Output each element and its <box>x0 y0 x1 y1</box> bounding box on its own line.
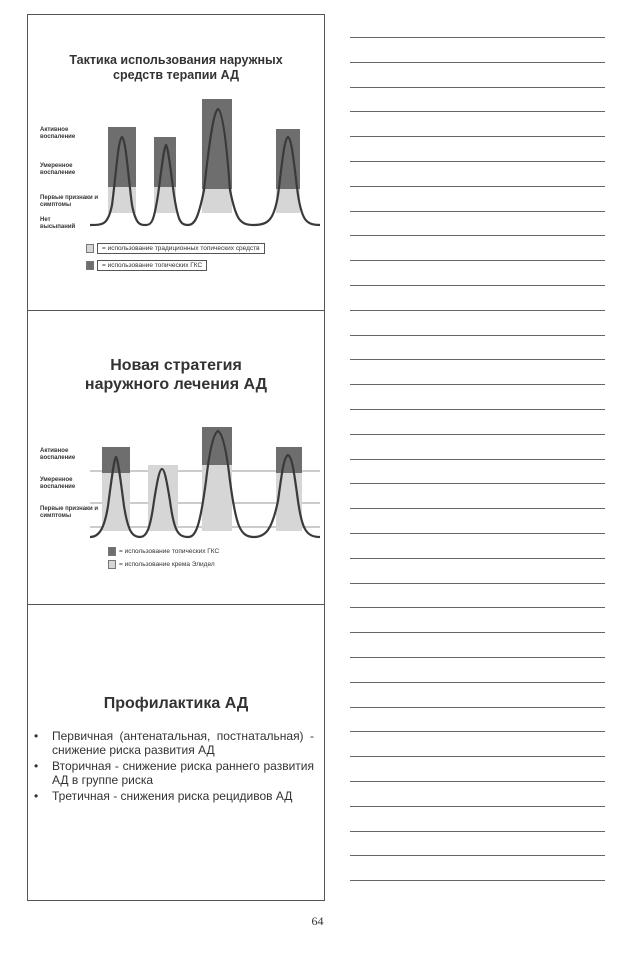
note-line <box>350 781 605 782</box>
note-line <box>350 161 605 162</box>
slide-new-strategy <box>28 311 324 605</box>
note-line <box>350 335 605 336</box>
note-line <box>350 583 605 584</box>
legend-swatch <box>108 560 116 569</box>
note-line <box>350 756 605 757</box>
level-label-active: Активное воспаление <box>40 448 76 461</box>
slide-title: Профилактика АД <box>103 695 249 712</box>
level-label-active: Активное воспаление <box>40 127 76 140</box>
note-line <box>350 707 605 708</box>
note-line <box>350 384 605 385</box>
note-line <box>350 558 605 559</box>
note-line <box>350 607 605 608</box>
notes-lines <box>350 37 605 907</box>
note-line <box>350 533 605 534</box>
note-line <box>350 682 605 683</box>
note-line <box>350 310 605 311</box>
note-line <box>350 806 605 807</box>
bar-gks <box>102 447 130 473</box>
list-item: • Третичная - снижения риска рецидивов АД <box>34 789 314 803</box>
bar-traditional <box>202 189 232 213</box>
legend-item: = использование крема Элидел <box>108 560 215 569</box>
note-line <box>350 731 605 732</box>
note-line <box>350 136 605 137</box>
note-line <box>350 260 605 261</box>
note-line <box>350 111 605 112</box>
legend-swatch <box>86 261 94 270</box>
bar-elidel <box>102 473 130 531</box>
note-line <box>350 409 605 410</box>
bar-traditional <box>276 189 300 213</box>
page-number: 64 <box>311 914 324 928</box>
legend-item: = использование топических ГКС <box>86 260 207 271</box>
legend-swatch <box>86 244 94 253</box>
list-item: • Первичная (антенатальная, постнатальная) - снижение риска развития АД <box>34 729 314 757</box>
note-line <box>350 235 605 236</box>
legend-item: = использование топических ГКС <box>108 547 219 556</box>
note-line <box>350 211 605 212</box>
level-label-moderate: Умеренное воспаление <box>40 477 76 490</box>
level-label-first-signs: Первые признаки и симптомы <box>40 195 99 208</box>
note-line <box>350 186 605 187</box>
legend-item: = использование традиционных топических средств <box>86 243 265 254</box>
note-line <box>350 459 605 460</box>
note-line <box>350 87 605 88</box>
note-line <box>350 285 605 286</box>
note-line <box>350 37 605 38</box>
level-label-none: Нет высыпаний <box>40 217 76 230</box>
note-line <box>350 434 605 435</box>
note-line <box>350 508 605 509</box>
note-line <box>350 831 605 832</box>
slide-prevention <box>28 605 324 900</box>
slide-tactics <box>28 15 324 311</box>
bar-gks <box>276 447 302 473</box>
legend-swatch <box>108 547 116 556</box>
list-item: • Вторичная - снижение риска раннего развития АД в группе риска <box>34 759 314 787</box>
bullet-list <box>34 729 314 805</box>
note-line <box>350 657 605 658</box>
slide-strip <box>27 14 325 901</box>
note-line <box>350 632 605 633</box>
note-line <box>350 855 605 856</box>
note-line <box>350 880 605 881</box>
note-line <box>350 483 605 484</box>
slide-title: Тактика использования наружных средств терапии АД <box>69 53 283 82</box>
level-label-moderate: Умеренное воспаление <box>40 163 76 176</box>
note-line <box>350 62 605 63</box>
level-label-first-signs: Первые признаки и симптомы <box>40 506 99 519</box>
note-line <box>350 359 605 360</box>
slide-title: Новая стратегия наружного лечения АД <box>84 357 268 393</box>
